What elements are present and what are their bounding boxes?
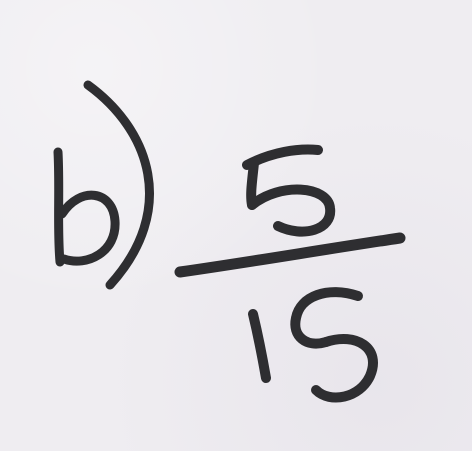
numerator-glyph [247, 150, 330, 232]
label-b-glyph [58, 152, 115, 262]
fraction-bar [180, 238, 400, 272]
denominator-one-glyph [253, 314, 266, 378]
denominator-five-glyph [295, 292, 373, 397]
